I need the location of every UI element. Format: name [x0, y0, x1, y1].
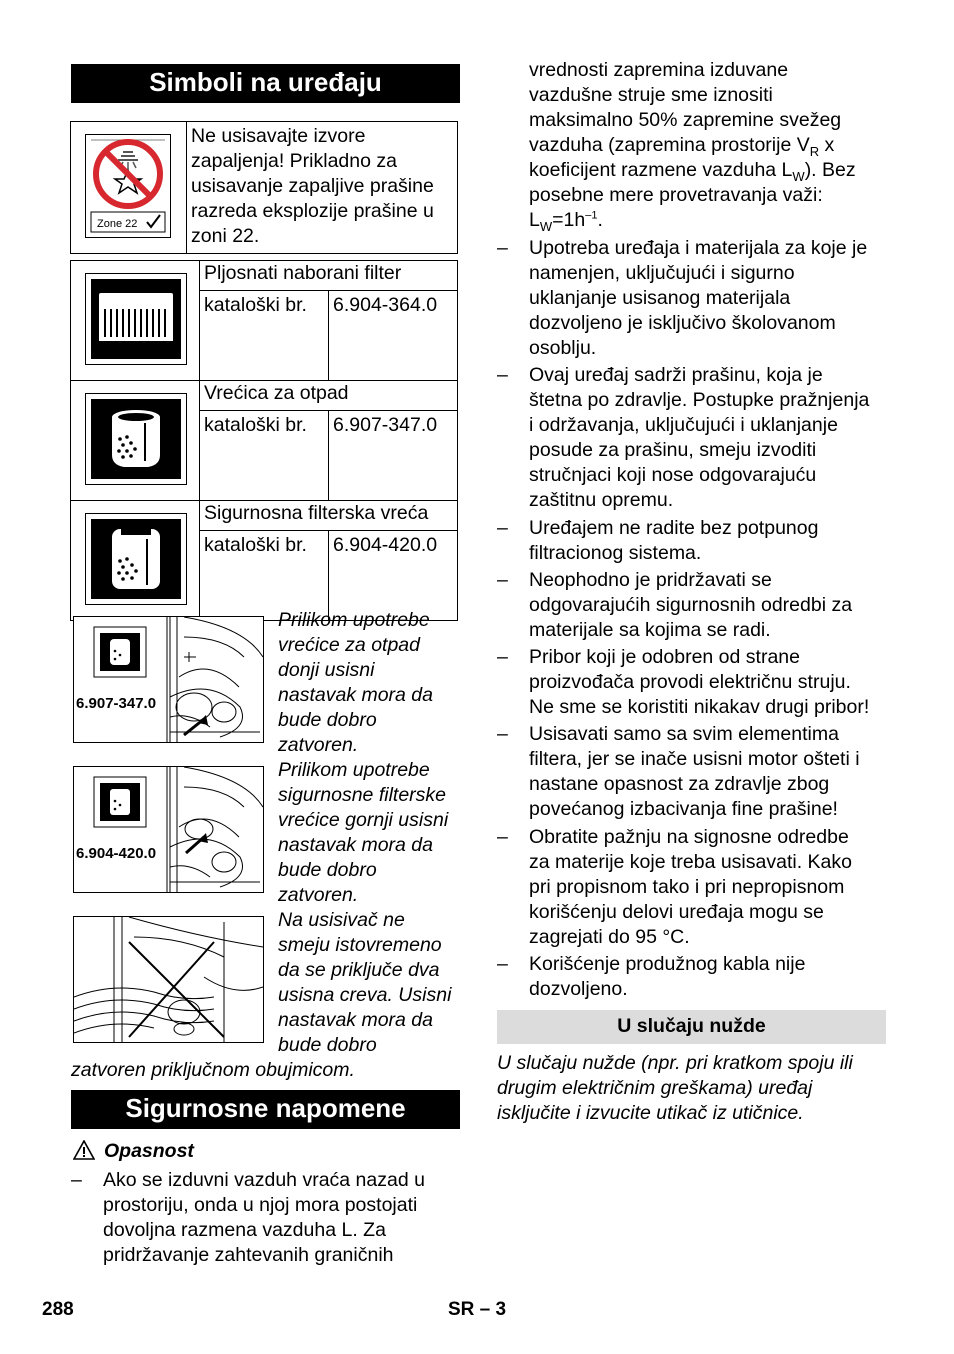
list-dash: – — [497, 723, 508, 745]
figure-label: 6.907-347.0 — [76, 695, 157, 712]
figure-safety-bag-connection — [73, 766, 264, 893]
note-line: nastavak mora da — [278, 834, 434, 856]
list-dash: – — [497, 237, 508, 259]
list-item-line: Ovaj uređaj sadrži prašinu, koja je — [529, 364, 823, 386]
list-item-line: osoblju. — [529, 337, 597, 359]
note-line: bude dobro — [278, 1034, 377, 1056]
list-dash: – — [497, 646, 508, 668]
note-line: donji usisni — [278, 659, 375, 681]
accessory-icon-cell — [71, 381, 200, 501]
list-item-line: korišćenju delovi uređaja mogu se — [529, 901, 824, 923]
list-item-continued — [529, 58, 889, 233]
list-item-line: Upotreba uređaja i materijala za koje je — [529, 237, 868, 259]
list-item-line: koeficijent razmene vazduha $L_W$). Bez — [529, 159, 856, 184]
list-dash: – — [497, 569, 508, 591]
emergency-line: drugim električnim greškama) uređaj — [497, 1077, 813, 1099]
no-ignition-sources-icon — [85, 134, 171, 238]
list-item-line: posebne mere provetravanja važi: — [529, 184, 823, 206]
note-line: nastavak mora da — [278, 1009, 434, 1031]
note-line: sigurnosne filterske — [278, 784, 446, 806]
list-item — [103, 1168, 463, 1268]
list-item — [529, 952, 894, 1002]
note-line: Prilikom upotrebe — [278, 759, 430, 781]
accessory-icon-cell — [71, 261, 200, 381]
list-item-line: Uređajem ne radite bez potpunog — [529, 517, 819, 539]
section-title-safety: Sigurnosne napomene — [71, 1090, 460, 1129]
list-item-line: posude za prašinu, smeju izvoditi — [529, 439, 817, 461]
list-item-line: vrednosti zapremina izduvane — [529, 59, 789, 81]
list-item-line: Korišćenje produžnog kabla nije — [529, 953, 806, 975]
note-line: smeju istovremeno — [278, 934, 442, 956]
section-title-symbols: Simboli na uređaju — [71, 64, 460, 103]
list-item-line: pri propisnom tako i pri nepropisnom — [529, 876, 845, 898]
accessory-name: Pljosnati naborani filter — [200, 261, 458, 291]
accessory-icon-cell — [71, 501, 200, 621]
emergency-heading: U slučaju nužde — [497, 1010, 886, 1044]
figure-notes — [278, 608, 468, 1058]
language-page-label: SR – 3 — [448, 1299, 507, 1320]
list-item-line: filtracionog sistema. — [529, 542, 702, 564]
list-dash: – — [497, 953, 508, 975]
figure-notes-tail: zatvoren priključnom obujmicom. — [71, 1059, 355, 1081]
accessories-table — [70, 260, 458, 621]
list-item-line: maksimalno 50% zapremine svežeg — [529, 109, 842, 131]
accessory-name: Sigurnosna filterska vreća — [200, 501, 458, 531]
zone-label: Zone 22 — [97, 218, 138, 230]
note-line: vrećice za otpad — [278, 634, 420, 656]
list-item-line: Ako se izduvni vazduh vraća nazad u — [103, 1169, 425, 1191]
list-item-line: zaštitnu opremu. — [529, 489, 674, 511]
emergency-text — [497, 1051, 897, 1126]
list-item — [529, 516, 894, 566]
warning-symbol-table — [70, 121, 458, 254]
list-item-line: povećanog izbacivanja fine prašine! — [529, 798, 838, 820]
list-item-line: namenjen, uključujući i sigurno — [529, 262, 795, 284]
emergency-line: U slučaju nužde (npr. pri kratkom spoju ili — [497, 1052, 853, 1074]
list-item-line: dovoljna razmena vazduha L. Za — [103, 1219, 386, 1241]
formula-line: $L_W=1h^{-1}$. — [529, 209, 603, 234]
figure-two-hoses-not-allowed — [73, 916, 264, 1043]
list-item-line: vazdušne struje sme iznositi — [529, 84, 773, 106]
list-item-line: Ne sme se koristiti nikakav drugi pribor! — [529, 696, 870, 718]
list-item-line: pridržavanje zahtevanih graničnih — [103, 1244, 394, 1266]
note-line: nastavak mora da — [278, 684, 434, 706]
note-line: bude dobro — [278, 709, 377, 731]
note-line: zatvoren. — [278, 734, 359, 756]
list-item-line: nastane opasnost za zdravlje zbog — [529, 773, 830, 795]
list-item-line: prostoriju, onda u njoj mora postojati — [103, 1194, 418, 1216]
list-item — [529, 645, 894, 720]
warning-triangle-icon — [73, 1140, 95, 1160]
catalog-number: 6.907-347.0 — [329, 411, 458, 501]
warning-text: Ne usisavajte izvore zapaljenja! Prikladno za usisavanje zapaljive prašine razreda eksplozije prašine u zoni 22. — [187, 122, 458, 254]
catalog-label: kataloški br. — [200, 531, 329, 621]
list-item-line: dozvoljeno je isključivo školovanom — [529, 312, 836, 334]
list-item-line: i održavanja, uključujući i uklanjanje — [529, 414, 838, 436]
list-item-line: proizvođača provodi električnu struju. — [529, 671, 851, 693]
catalog-number: 6.904-420.0 — [329, 531, 458, 621]
list-item — [529, 825, 894, 950]
list-item-line: Usisavati samo sa svim elementima — [529, 723, 839, 745]
list-item-line: štetna po zdravlje. Postupke pražnjenja — [529, 389, 870, 411]
list-item — [529, 722, 894, 822]
flat-pleated-filter-icon — [85, 273, 187, 365]
figure-label: 6.904-420.0 — [76, 845, 157, 862]
list-dash: – — [497, 826, 508, 848]
warning-symbol-cell — [71, 122, 187, 254]
safety-filter-bag-icon — [85, 513, 187, 605]
catalog-label: kataloški br. — [200, 291, 329, 381]
catalog-label: kataloški br. — [200, 411, 329, 501]
list-dash: – — [71, 1169, 82, 1191]
list-item — [529, 236, 894, 361]
list-item-line: stručnjaci koji nose odgovarajuću — [529, 464, 817, 486]
page-number: 288 — [42, 1299, 74, 1320]
emergency-line: isključite i izvucite utikač iz utičnice. — [497, 1102, 804, 1124]
list-item-line: Neophodno je pridržavati se — [529, 569, 772, 591]
list-item-line: Obratite pažnju na signosne odredbe — [529, 826, 849, 848]
list-item-line: zagrejati do 95 °C. — [529, 926, 690, 948]
list-item-line: vazduha (zapremina prostorije $V_R$ x — [529, 134, 835, 159]
list-item-line: filtera, jer se inače usisni motor ošteti i — [529, 748, 860, 770]
note-line: Prilikom upotrebe — [278, 609, 430, 631]
note-line: usisna creva. Usisni — [278, 984, 452, 1006]
list-item-line: odgovarajućih sigurnosnih odredbi za — [529, 594, 853, 616]
accessory-name: Vrećica za otpad — [200, 381, 458, 411]
danger-label: Opasnost — [104, 1140, 194, 1162]
list-item-line: uklanjanje usisanog materijala — [529, 287, 791, 309]
list-item-line: dozvoljeno. — [529, 978, 628, 1000]
waste-bag-icon — [85, 393, 187, 485]
note-line: zatvoren. — [278, 884, 359, 906]
list-item — [529, 568, 894, 643]
list-item-line: Pribor koji je odobren od strane — [529, 646, 800, 668]
note-line: da se priključe dva — [278, 959, 440, 981]
list-item-line: materijale sa kojima se radi. — [529, 619, 771, 641]
note-line: bude dobro — [278, 859, 377, 881]
list-dash: – — [497, 517, 508, 539]
figure-waste-bag-connection — [73, 616, 264, 743]
note-line: vrećice gornji usisni — [278, 809, 449, 831]
list-item — [529, 363, 894, 513]
catalog-number: 6.904-364.0 — [329, 291, 458, 381]
list-item-line: za materije koje treba usisavati. Kako — [529, 851, 852, 873]
list-dash: – — [497, 364, 508, 386]
note-line: Na usisivač ne — [278, 909, 405, 931]
